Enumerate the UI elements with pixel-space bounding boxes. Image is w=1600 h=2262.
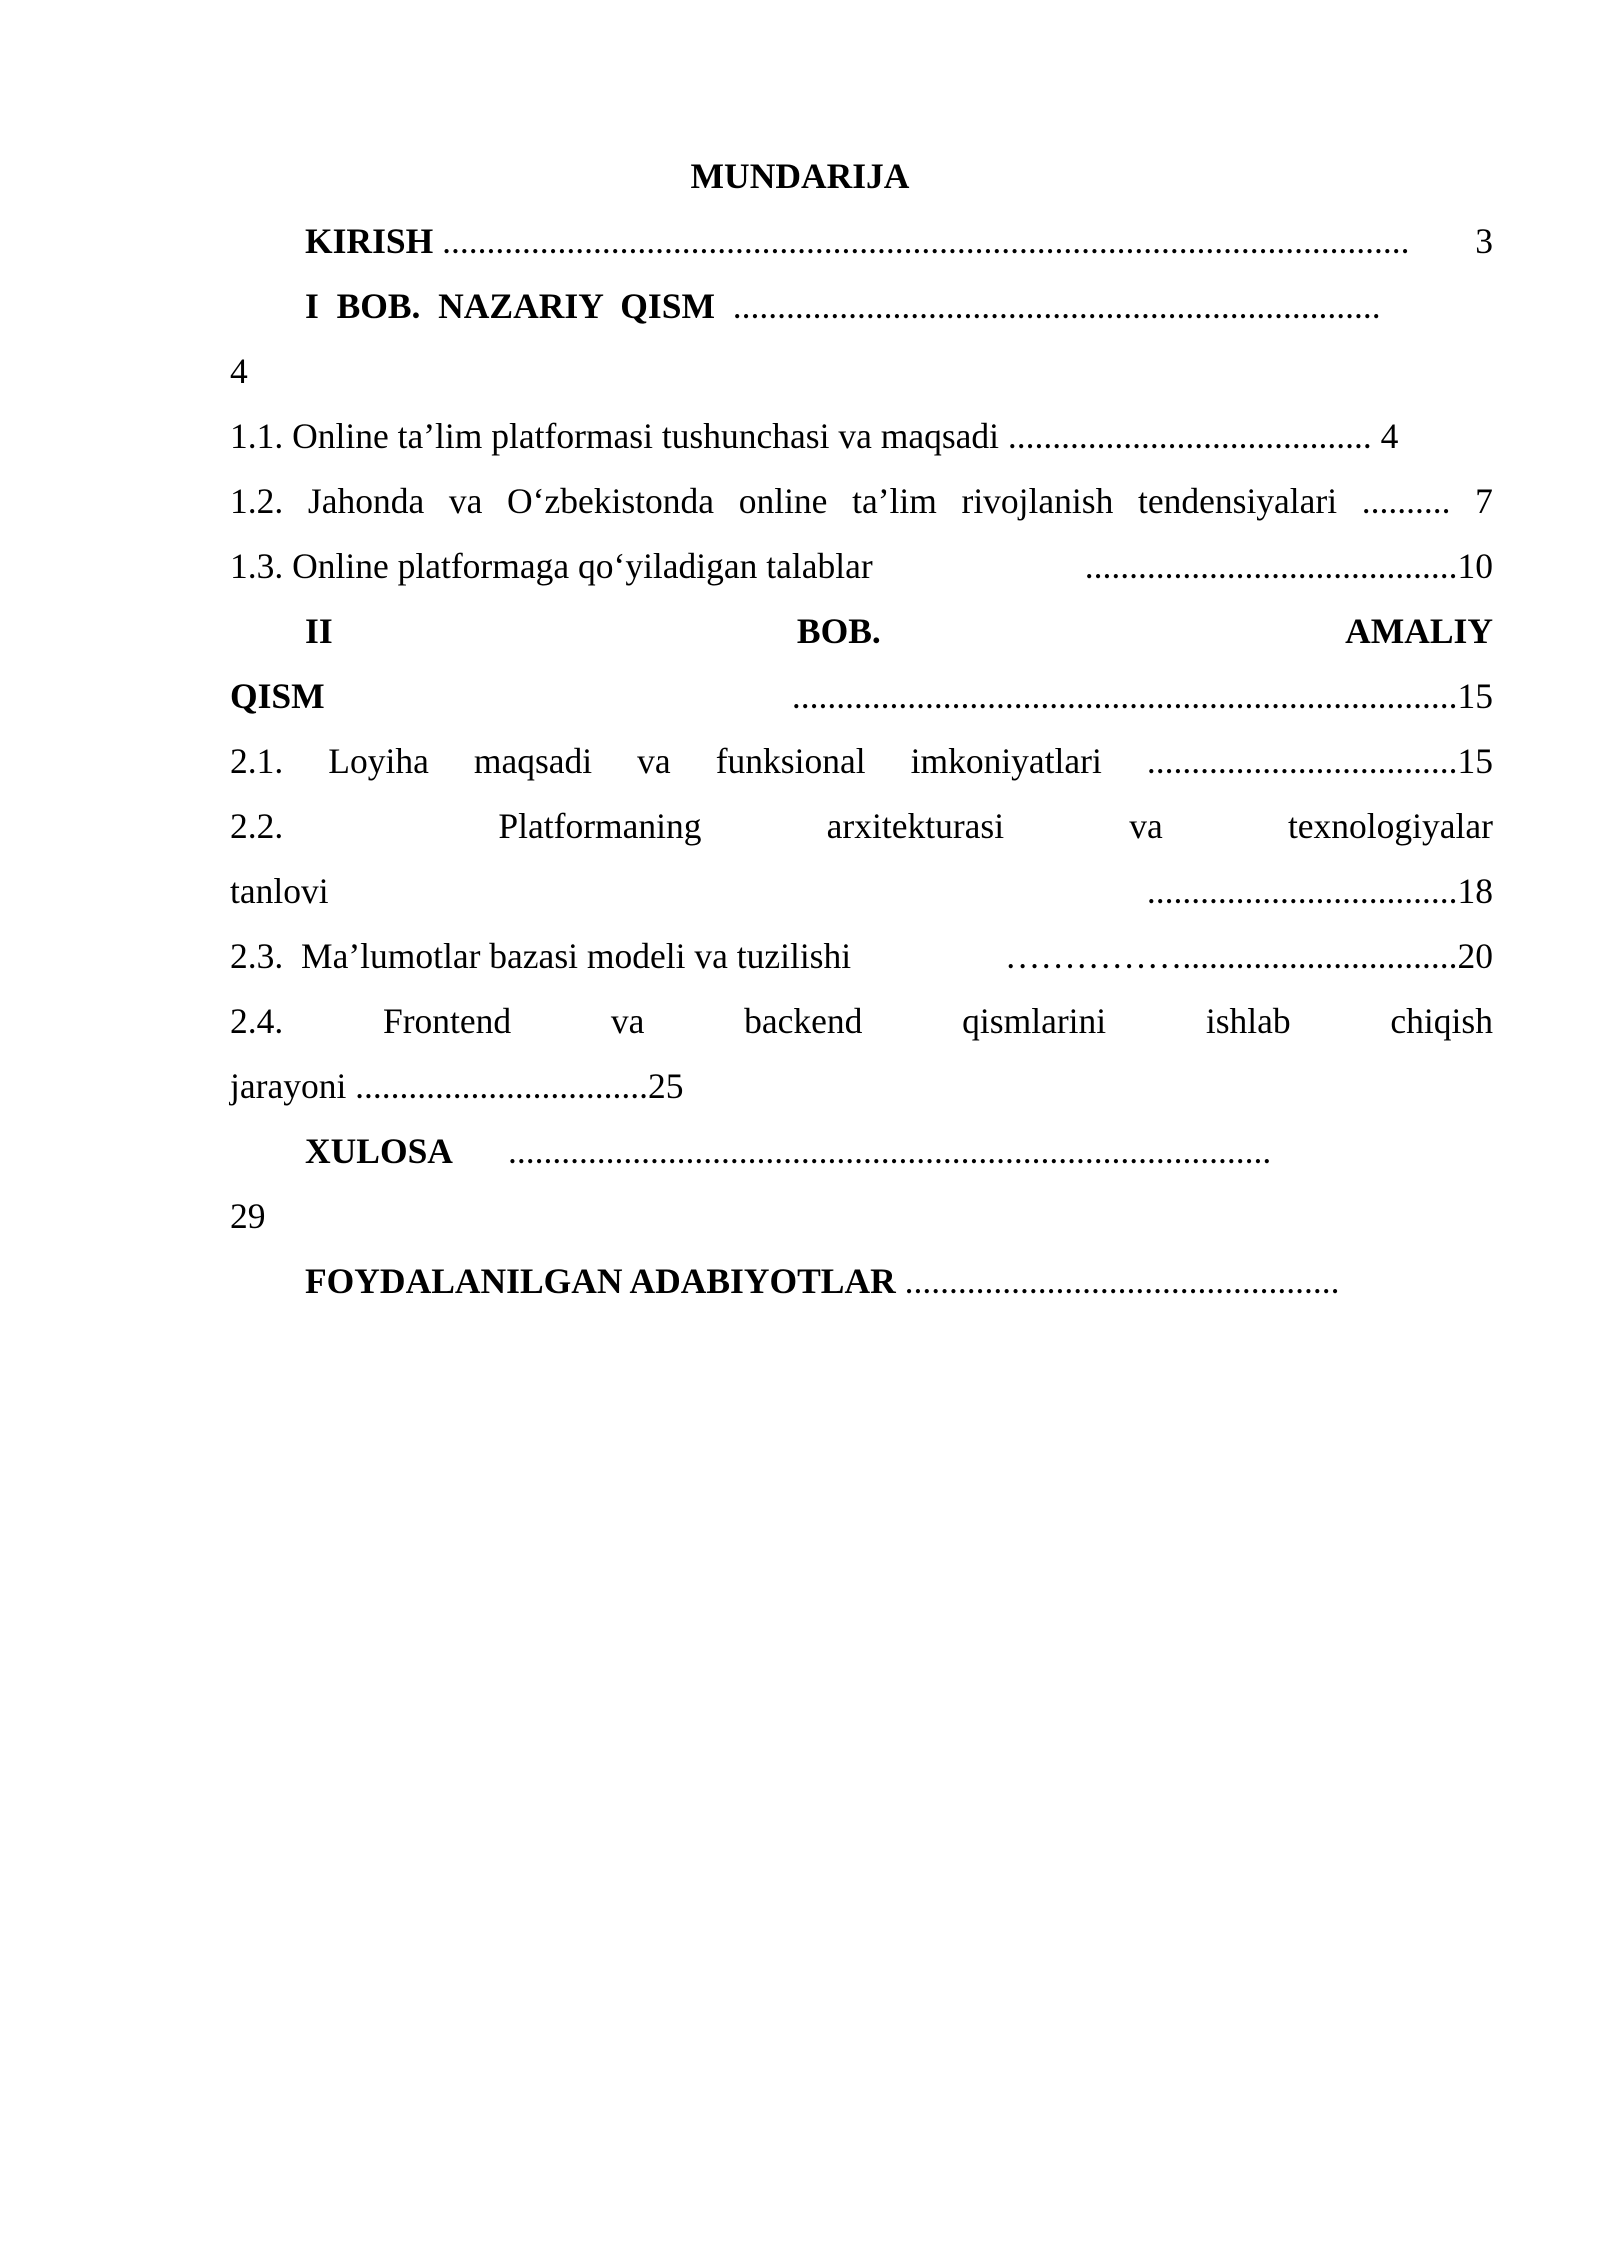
toc-word: imkoniyatlari [910, 741, 1102, 781]
toc-word: funksional [715, 741, 866, 781]
toc-page-number: 29 [230, 1196, 266, 1236]
toc-page-number: 3 [1475, 221, 1493, 261]
toc-dot-leader: ................................................. [895, 1261, 1340, 1301]
toc-dot-leader: ..........................................10 [1084, 546, 1493, 586]
toc-entry-label: QISM [230, 676, 325, 716]
toc-word: Platformaning [498, 806, 702, 846]
toc-entry-number: 2.2. [230, 806, 284, 846]
toc-word: BOB. [796, 611, 881, 651]
toc-word: maqsadi [473, 741, 593, 781]
toc-word: arxitekturasi [826, 806, 1005, 846]
toc-entry-continuation: jarayoni .................................25 [230, 1066, 684, 1106]
toc-word: chiqish [1390, 1001, 1493, 1041]
toc-dot-leader: .......... [1361, 481, 1451, 521]
toc-entry-label: I BOB. NAZARIY QISM [305, 286, 715, 326]
toc-dot-leader: ……………...............................20 [1004, 936, 1493, 976]
toc-entry-2-1 [230, 739, 1493, 783]
toc-dot-leader: ...................................15 [1146, 741, 1493, 781]
toc-word: texnologiyalar [1287, 806, 1493, 846]
toc-dot-leader: ......................................................................... [714, 286, 1381, 326]
toc-word: va [610, 1001, 645, 1041]
toc-entry-number: 1.2. [230, 481, 284, 521]
toc-entry-kirish [305, 219, 1493, 263]
toc-word: tendensiyalari [1138, 481, 1338, 521]
toc-entry-1-2 [230, 479, 1493, 523]
toc-entry-bob1 [305, 284, 1493, 328]
toc-word: va [637, 741, 671, 781]
toc-entry-number: 2.1. [230, 741, 284, 781]
toc-word: qismlarini [962, 1001, 1107, 1041]
toc-word: Loyiha [328, 741, 429, 781]
toc-entry-adabiyotlar [305, 1259, 1340, 1303]
toc-page-number: 7 [1475, 481, 1493, 521]
toc-entry-label: KIRISH [305, 221, 434, 261]
toc-word: ishlab [1205, 1001, 1291, 1041]
toc-word: ta’lim [852, 481, 937, 521]
toc-word: II [305, 611, 333, 651]
toc-word: Frontend [382, 1001, 512, 1041]
toc-entry-label: FOYDALANILGAN ADABIYOTLAR [305, 1261, 896, 1301]
toc-page-number: 4 [230, 351, 248, 391]
toc-dot-leader: ...........................................................................15 [791, 676, 1493, 716]
toc-entry-xulosa [305, 1129, 1493, 1173]
toc-entry-2-2 [230, 804, 1493, 848]
toc-entry-label: tanlovi [230, 871, 329, 911]
toc-word: AMALIY [1345, 611, 1493, 651]
toc-word: online [738, 481, 828, 521]
toc-entry-bob2 [305, 609, 1493, 653]
toc-word: va [448, 481, 483, 521]
toc-dot-leader: ...................................................................................... [507, 1131, 1272, 1171]
toc-title: MUNDARIJA [690, 156, 910, 196]
toc-entry-number: 2.4. [230, 1001, 284, 1041]
toc-entry-2-4 [230, 999, 1493, 1043]
toc-dot-leader: ............................................................................................................. [433, 221, 1410, 261]
toc-word: va [1129, 806, 1163, 846]
toc-word: Jahonda [307, 481, 425, 521]
toc-word: rivojlanish [961, 481, 1114, 521]
toc-word: O‘zbekistonda [507, 481, 715, 521]
toc-entry-2-3: 2.3. Ma’lumotlar bazasi modeli va tuzilishi [230, 936, 852, 976]
toc-entry-1-1: 1.1. Online ta’lim platformasi tushunchasi va maqsadi ......................................... 4 [230, 416, 1399, 456]
toc-entry-1-3: 1.3. Online platformaga qo‘yiladigan talablar [230, 546, 873, 586]
toc-word: backend [744, 1001, 863, 1041]
toc-entry-label: XULOSA [305, 1131, 453, 1171]
toc-dot-leader: ...................................18 [1146, 871, 1493, 911]
